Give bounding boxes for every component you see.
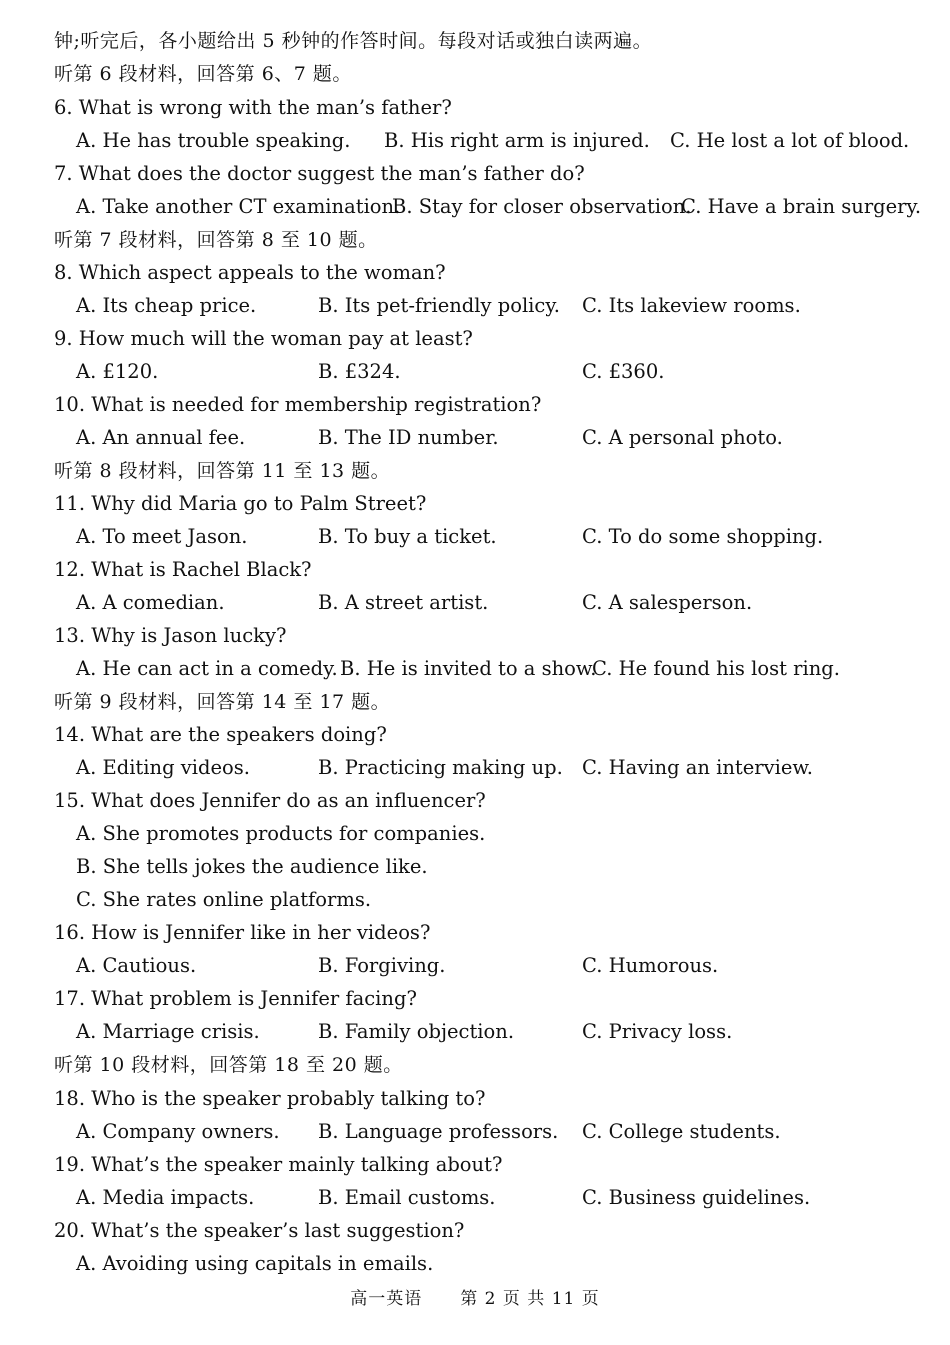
question-9: 9. How much will the woman pay at least? [54, 327, 473, 350]
question-19: 19. What’s the speaker mainly talking about? [54, 1153, 503, 1176]
option-a: A. Media impacts. [76, 1186, 255, 1209]
question-14: 14. What are the speakers doing? [54, 723, 387, 746]
option-b: B. His right arm is injured. [384, 129, 650, 152]
option-b: B. Its pet-friendly policy. [318, 294, 560, 317]
option-b: B. Family objection. [318, 1020, 515, 1043]
option-c: C. Having an interview. [582, 756, 813, 779]
option-a: A. To meet Jason. [76, 525, 248, 548]
option-c: C. He found his lost ring. [592, 657, 840, 680]
option-a: A. A comedian. [76, 591, 225, 614]
option-a: A. Avoiding using capitals in emails. [76, 1252, 434, 1275]
question-16: 16. How is Jennifer like in her videos? [54, 921, 431, 944]
question-6: 6. What is wrong with the man’s father? [54, 96, 452, 119]
option-b: B. Email customs. [318, 1186, 496, 1209]
option-a: A. Company owners. [76, 1120, 280, 1143]
option-a: A. He has trouble speaking. [76, 129, 351, 152]
question-7: 7. What does the doctor suggest the man’s father do? [54, 162, 585, 185]
question-8: 8. Which aspect appeals to the woman? [54, 261, 446, 284]
option-c: C. A personal photo. [582, 426, 783, 449]
option-a: A. Its cheap price. [76, 294, 257, 317]
intro-line: 钟;听完后，各小题给出 5 秒钟的作答时间。每段对话或独白读两遍。 [54, 30, 653, 52]
section-9-header: 听第 9 段材料，回答第 14 至 17 题。 [54, 691, 391, 713]
section-8-header: 听第 8 段材料，回答第 11 至 13 题。 [54, 460, 391, 482]
option-a: A. An annual fee. [76, 426, 246, 449]
option-c: C. A salesperson. [582, 591, 753, 614]
option-a: A. He can act in a comedy. [76, 657, 338, 680]
option-a: A. Cautious. [76, 954, 197, 977]
question-10: 10. What is needed for membership registration? [54, 393, 542, 416]
option-a: A. Editing videos. [76, 756, 250, 779]
option-c: C. £360. [582, 360, 665, 383]
section-6-header: 听第 6 段材料，回答第 6、7 题。 [54, 63, 352, 85]
option-c: C. Have a brain surgery. [681, 195, 922, 218]
option-b: B. Practicing making up. [318, 756, 563, 779]
option-b: B. £324. [318, 360, 401, 383]
question-20: 20. What’s the speaker’s last suggestion? [54, 1219, 465, 1242]
option-b: B. The ID number. [318, 426, 499, 449]
option-a: A. Marriage crisis. [76, 1020, 260, 1043]
section-10-header: 听第 10 段材料，回答第 18 至 20 题。 [54, 1054, 403, 1076]
option-c: C. Its lakeview rooms. [582, 294, 801, 317]
footer-page-number: 第 2 页 共 11 页 [460, 1289, 600, 1309]
option-b: B. To buy a ticket. [318, 525, 497, 548]
question-12: 12. What is Rachel Black? [54, 558, 312, 581]
option-a: A. £120. [76, 360, 159, 383]
option-c: C. Privacy loss. [582, 1020, 733, 1043]
question-11: 11. Why did Maria go to Palm Street? [54, 492, 427, 515]
option-b: B. She tells jokes the audience like. [76, 855, 428, 878]
question-17: 17. What problem is Jennifer facing? [54, 987, 417, 1010]
option-c: C. She rates online platforms. [76, 888, 372, 911]
option-a: A. Take another CT examination. [76, 195, 401, 218]
option-b: B. Language professors. [318, 1120, 559, 1143]
question-13: 13. Why is Jason lucky? [54, 624, 287, 647]
page-footer [0, 1287, 950, 1311]
section-7-header: 听第 7 段材料，回答第 8 至 10 题。 [54, 229, 378, 251]
option-c: C. College students. [582, 1120, 781, 1143]
question-18: 18. Who is the speaker probably talking to? [54, 1087, 486, 1110]
option-a: A. She promotes products for companies. [76, 822, 486, 845]
option-c: C. To do some shopping. [582, 525, 824, 548]
option-b: B. He is invited to a show. [340, 657, 597, 680]
option-c: C. Business guidelines. [582, 1186, 811, 1209]
option-b: B. A street artist. [318, 591, 489, 614]
option-c: C. He lost a lot of blood. [670, 129, 910, 152]
option-b: B. Forgiving. [318, 954, 446, 977]
footer-subject: 高一英语 [350, 1289, 423, 1309]
question-15: 15. What does Jennifer do as an influencer? [54, 789, 486, 812]
option-c: C. Humorous. [582, 954, 719, 977]
option-b: B. Stay for closer observation. [392, 195, 692, 218]
